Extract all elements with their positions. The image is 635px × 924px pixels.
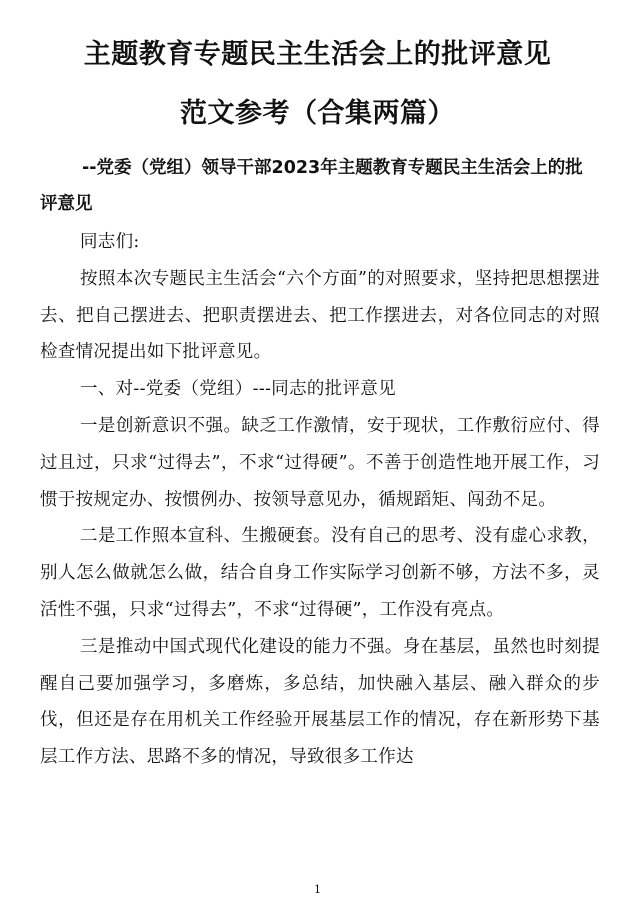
- salutation: 同志们:: [80, 232, 140, 252]
- intro-paragraph: 按照本次专题民主生活会“六个方面”的对照要求，坚持把思想摆进去、把自己摆进去、把职责摆进去、把工作摆进去，对各位同志的对照检查情况提出如下批评意见。: [40, 268, 600, 363]
- paragraph-point-1: 一是创新意识不强。缺乏工作激情，安于现状，工作敷衍应付、得过且过，只求“过得去”，不求“过得硬”。不善于创造性地开展工作，习惯于按规定办、按惯例办、按领导意见办，循规蹈矩、闯劲不足。: [40, 415, 600, 510]
- section-heading: 一、对--党委（党组）---同志的批评意见: [80, 379, 396, 400]
- paragraph-point-2: 二是工作照本宣科、生搬硬套。没有自己的思考、没有虚心求教，别人怎么做就怎么做，结合自身工作实际学习创新不够，方法不多，灵活性不强，只求“过得去”，不求“过得硬”，工作没有亮点。: [40, 526, 600, 620]
- page-number: 1: [314, 883, 321, 896]
- document-subtitle: --党委（党组）领导干部2023年主题教育专题民主生活会上的批评意见: [40, 158, 583, 214]
- document-title-line-2: 范文参考（合集两篇）: [180, 98, 455, 129]
- document-body: [40, 224, 600, 776]
- paragraph-point-3: 三是推动中国式现代化建设的能力不强。身在基层，虽然也时刻提醒自己要加强学习，多磨炼，多总结，加快融入基层、融入群众的步伐，但还是存在用机关工作经验开展基层工作的情况，存在新形势下基层工作方法、思路不多的情况，导致很多工作达: [40, 636, 600, 768]
- document-title-line-1: 主题教育专题民主生活会上的批评意见: [83, 39, 552, 70]
